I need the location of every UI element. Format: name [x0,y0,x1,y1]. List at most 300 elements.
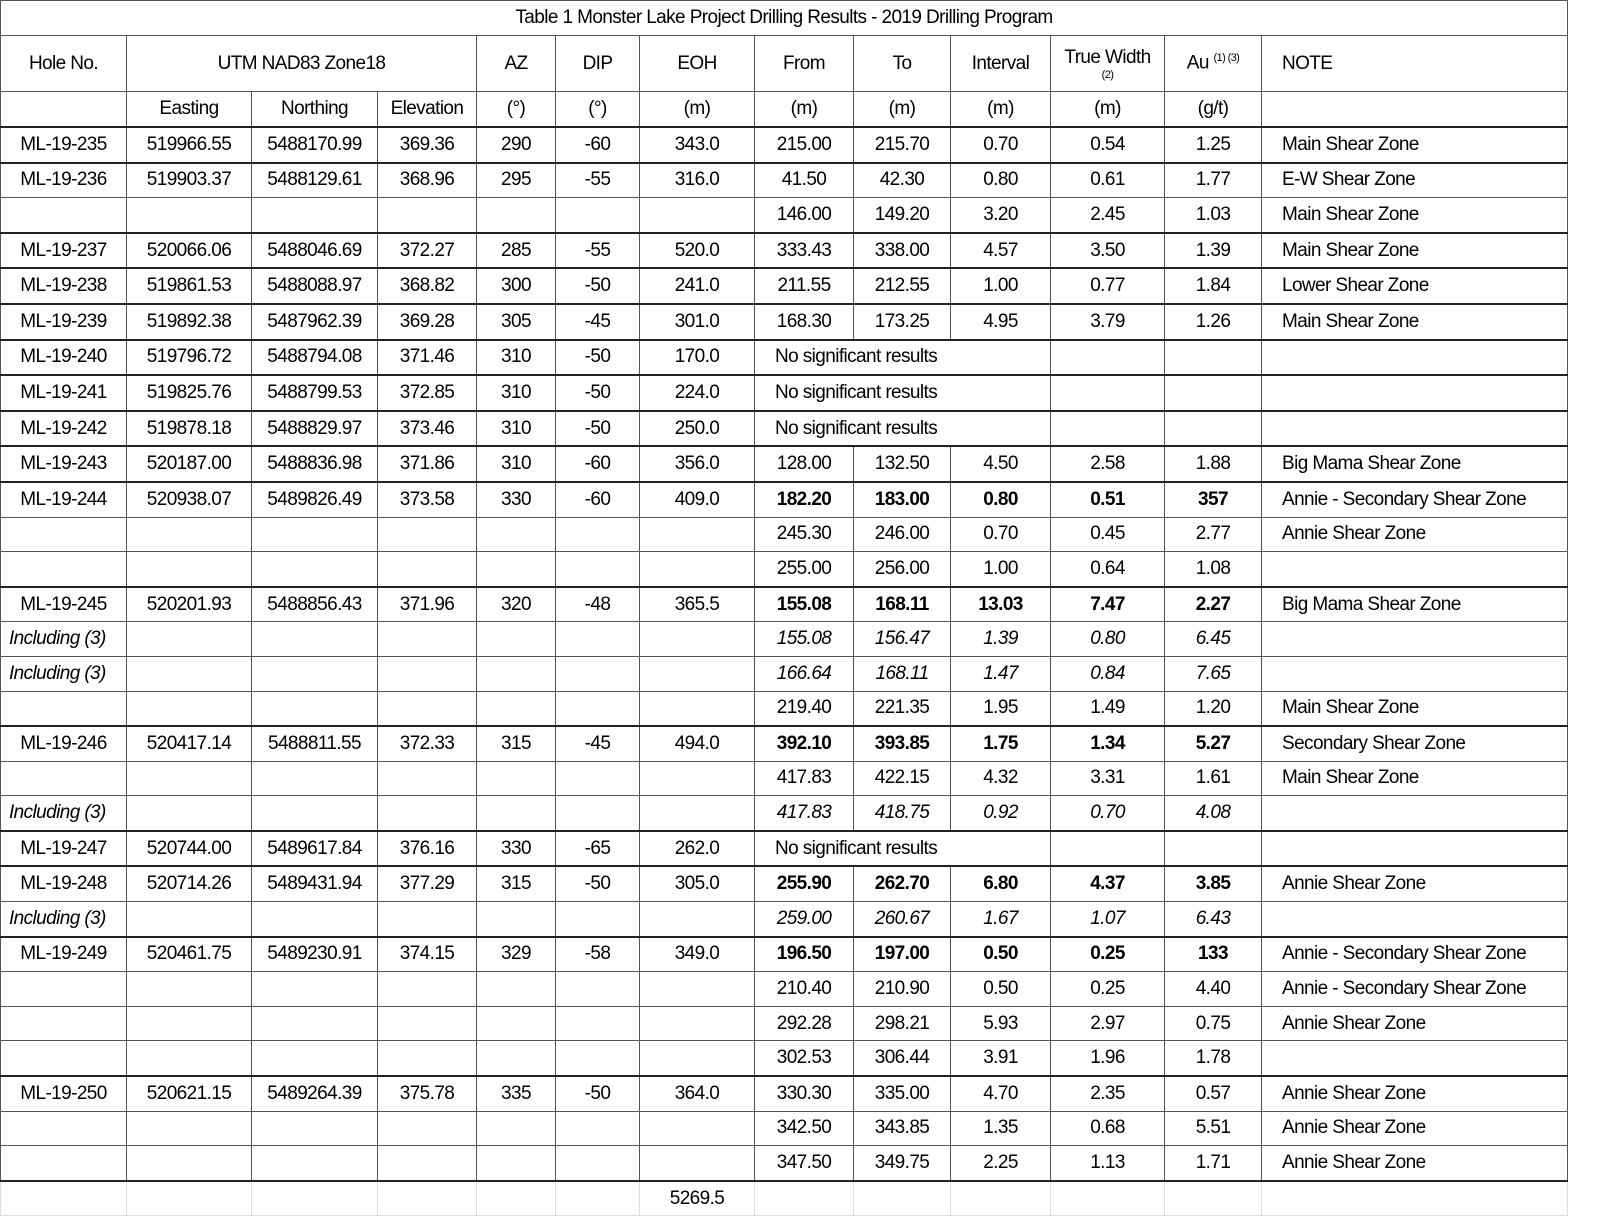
cell-true-width: 1.96 [1051,1041,1165,1076]
cell-eoh [640,972,755,1007]
cell-to: 215.70 [854,127,951,163]
total-row [1,1181,1568,1216]
cell-northing: 5488811.55 [252,726,378,761]
cell-to: 168.11 [854,587,951,622]
cell-az: 335 [477,1076,556,1111]
header-utm: UTM NAD83 Zone18 [127,36,477,92]
cell-interval: 1.00 [951,552,1051,587]
cell-true-width: 0.77 [1051,268,1165,304]
cell-interval: 4.32 [951,761,1051,796]
cell-to: 183.00 [854,482,951,517]
cell-northing [252,656,378,691]
cell-easting [127,1006,252,1041]
table-row [1,656,1568,691]
cell-to: 298.21 [854,1006,951,1041]
cell-elevation [378,656,477,691]
cell-from: 211.55 [755,268,854,304]
header-row [1,36,1568,92]
true-width-label: True Width [1064,46,1151,68]
cell-elevation [378,761,477,796]
cell-empty [556,1181,640,1216]
cell-true-width: 3.31 [1051,761,1165,796]
cell-elevation: 376.16 [378,831,477,867]
cell-from: 245.30 [755,517,854,552]
cell-note [1262,375,1568,411]
cell-empty [1165,1181,1262,1216]
cell-interval: 0.92 [951,796,1051,831]
cell-dip [556,691,640,726]
cell-from: 146.00 [755,198,854,233]
cell-elevation [378,622,477,657]
cell-az [477,622,556,657]
cell-northing [252,691,378,726]
cell-easting: 520744.00 [127,831,252,867]
cell-au: 2.27 [1165,587,1262,622]
cell-true-width: 0.70 [1051,796,1165,831]
cell-au: 1.26 [1165,304,1262,340]
cell-true-width: 2.35 [1051,1076,1165,1111]
cell-easting: 519878.18 [127,411,252,447]
header-to: To [854,36,951,92]
cell-elevation: 368.82 [378,268,477,304]
cell-eoh: 224.0 [640,375,755,411]
cell-easting: 519966.55 [127,127,252,163]
table-row [1,1111,1568,1146]
cell-note [1262,1041,1568,1076]
cell-au: 3.85 [1165,866,1262,901]
cell-az [477,902,556,937]
cell-northing: 5488046.69 [252,233,378,269]
cell-az: 305 [477,304,556,340]
cell-elevation [378,198,477,233]
cell-easting [127,1111,252,1146]
cell-au: 6.45 [1165,622,1262,657]
cell-easting: 519796.72 [127,340,252,376]
cell-to: 335.00 [854,1076,951,1111]
cell-hole: ML-19-243 [1,446,127,482]
cell-from: 210.40 [755,972,854,1007]
cell-northing [252,198,378,233]
table-row [1,482,1568,517]
cell-easting: 520621.15 [127,1076,252,1111]
cell-to: 197.00 [854,937,951,972]
cell-elevation: 375.78 [378,1076,477,1111]
cell-hole: ML-19-236 [1,163,127,198]
table-row [1,233,1568,269]
cell-from: No significant results [755,831,1051,867]
cell-elevation [378,1006,477,1041]
cell-northing [252,761,378,796]
cell-true-width: 1.07 [1051,902,1165,937]
cell-hole [1,1146,127,1181]
cell-az: 310 [477,375,556,411]
unit-cell: (g/t) [1165,92,1262,128]
table-row [1,198,1568,233]
cell-note: Annie Shear Zone [1262,1006,1568,1041]
cell-eoh [640,1111,755,1146]
cell-easting [127,552,252,587]
cell-elevation: 373.46 [378,411,477,447]
cell-easting [127,622,252,657]
table-row [1,902,1568,937]
table-row [1,726,1568,761]
cell-northing: 5488794.08 [252,340,378,376]
cell-hole: ML-19-242 [1,411,127,447]
cell-true-width: 2.58 [1051,446,1165,482]
cell-au: 7.65 [1165,656,1262,691]
header-note: NOTE [1262,36,1568,92]
au-label: Au [1186,52,1209,74]
cell-to: 393.85 [854,726,951,761]
cell-dip [556,622,640,657]
cell-az: 330 [477,831,556,867]
cell-dip [556,902,640,937]
cell-to: 262.70 [854,866,951,901]
cell-interval: 1.00 [951,268,1051,304]
cell-hole: Including (3) [1,902,127,937]
cell-note: Annie Shear Zone [1262,517,1568,552]
cell-interval: 4.50 [951,446,1051,482]
cell-northing: 5488088.97 [252,268,378,304]
cell-az [477,1006,556,1041]
cell-hole: ML-19-246 [1,726,127,761]
cell-from: No significant results [755,411,1051,447]
cell-to: 422.15 [854,761,951,796]
cell-eoh: 250.0 [640,411,755,447]
cell-au: 5.27 [1165,726,1262,761]
cell-easting [127,198,252,233]
cell-note: Annie Shear Zone [1262,1111,1568,1146]
cell-dip: -50 [556,411,640,447]
cell-hole: ML-19-249 [1,937,127,972]
cell-az [477,691,556,726]
cell-dip: -50 [556,268,640,304]
cell-au: 1.78 [1165,1041,1262,1076]
table-row [1,163,1568,198]
unit-cell: (m) [854,92,951,128]
cell-interval: 0.80 [951,482,1051,517]
cell-az: 315 [477,726,556,761]
cell-from: 166.64 [755,656,854,691]
cell-note: Annie - Secondary Shear Zone [1262,972,1568,1007]
cell-note: Main Shear Zone [1262,691,1568,726]
cell-northing [252,552,378,587]
cell-easting: 519892.38 [127,304,252,340]
cell-au [1165,831,1262,867]
cell-easting: 520938.07 [127,482,252,517]
cell-elevation: 371.46 [378,340,477,376]
cell-hole: ML-19-237 [1,233,127,269]
cell-hole [1,972,127,1007]
cell-note: Big Mama Shear Zone [1262,587,1568,622]
cell-eoh [640,1146,755,1181]
cell-northing: 5489617.84 [252,831,378,867]
table-row [1,304,1568,340]
cell-elevation: 372.85 [378,375,477,411]
table-row [1,340,1568,376]
cell-hole: ML-19-240 [1,340,127,376]
cell-to: 173.25 [854,304,951,340]
cell-northing: 5488170.99 [252,127,378,163]
cell-note: Main Shear Zone [1262,761,1568,796]
cell-true-width: 1.49 [1051,691,1165,726]
cell-au [1165,375,1262,411]
cell-au: 1.71 [1165,1146,1262,1181]
cell-az: 330 [477,482,556,517]
cell-note: Lower Shear Zone [1262,268,1568,304]
cell-interval: 0.70 [951,127,1051,163]
cell-note: Annie Shear Zone [1262,866,1568,901]
cell-au: 133 [1165,937,1262,972]
cell-au [1165,411,1262,447]
cell-interval: 1.67 [951,902,1051,937]
cell-easting [127,902,252,937]
cell-easting: 520066.06 [127,233,252,269]
header-interval: Interval [951,36,1051,92]
cell-note: Big Mama Shear Zone [1262,446,1568,482]
cell-true-width: 0.45 [1051,517,1165,552]
cell-dip: -50 [556,866,640,901]
cell-note [1262,656,1568,691]
cell-from: 302.53 [755,1041,854,1076]
cell-au: 1.84 [1165,268,1262,304]
cell-elevation [378,1111,477,1146]
total-eoh: 5269.5 [640,1181,755,1216]
cell-az [477,1041,556,1076]
cell-eoh: 316.0 [640,163,755,198]
true-width-footnote: (2) [1101,68,1114,81]
unit-cell [1262,92,1568,128]
cell-northing: 5488799.53 [252,375,378,411]
cell-hole: ML-19-245 [1,587,127,622]
cell-dip: -50 [556,375,640,411]
cell-elevation [378,552,477,587]
cell-northing: 5487962.39 [252,304,378,340]
cell-empty [252,1181,378,1216]
unit-cell: (°) [556,92,640,128]
cell-easting: 520461.75 [127,937,252,972]
cell-empty [1051,1181,1165,1216]
cell-note [1262,411,1568,447]
cell-from: 333.43 [755,233,854,269]
cell-hole: ML-19-239 [1,304,127,340]
cell-true-width: 7.47 [1051,587,1165,622]
cell-eoh: 349.0 [640,937,755,972]
cell-hole: ML-19-235 [1,127,127,163]
cell-az: 310 [477,340,556,376]
cell-au: 6.43 [1165,902,1262,937]
cell-hole: Including (3) [1,622,127,657]
cell-eoh: 364.0 [640,1076,755,1111]
cell-az [477,761,556,796]
cell-to: 221.35 [854,691,951,726]
cell-easting: 520187.00 [127,446,252,482]
cell-dip: -48 [556,587,640,622]
unit-cell: (m) [1051,92,1165,128]
cell-dip [556,552,640,587]
cell-from: 255.90 [755,866,854,901]
cell-elevation: 371.86 [378,446,477,482]
cell-au: 0.57 [1165,1076,1262,1111]
cell-eoh [640,1006,755,1041]
cell-au: 1.61 [1165,761,1262,796]
cell-dip [556,972,640,1007]
unit-cell: (m) [640,92,755,128]
cell-interval: 2.25 [951,1146,1051,1181]
cell-dip [556,796,640,831]
cell-interval: 0.50 [951,937,1051,972]
cell-au: 1.25 [1165,127,1262,163]
cell-from: 182.20 [755,482,854,517]
cell-elevation [378,902,477,937]
cell-eoh: 494.0 [640,726,755,761]
cell-easting [127,691,252,726]
cell-eoh [640,796,755,831]
cell-dip: -45 [556,726,640,761]
cell-true-width: 0.84 [1051,656,1165,691]
table-row [1,761,1568,796]
cell-eoh: 365.5 [640,587,755,622]
cell-true-width: 0.51 [1051,482,1165,517]
cell-note [1262,831,1568,867]
cell-elevation: 372.27 [378,233,477,269]
cell-easting [127,972,252,1007]
cell-northing [252,902,378,937]
cell-easting: 520417.14 [127,726,252,761]
cell-eoh: 262.0 [640,831,755,867]
cell-hole [1,552,127,587]
cell-from: 347.50 [755,1146,854,1181]
cell-northing [252,1111,378,1146]
cell-dip [556,517,640,552]
cell-dip: -50 [556,340,640,376]
cell-from: 155.08 [755,622,854,657]
cell-eoh [640,622,755,657]
cell-from: 417.83 [755,761,854,796]
cell-true-width: 0.25 [1051,972,1165,1007]
table-row [1,1146,1568,1181]
cell-dip [556,1146,640,1181]
cell-eoh [640,1041,755,1076]
cell-dip [556,761,640,796]
cell-to: 306.44 [854,1041,951,1076]
table-title: Table 1 Monster Lake Project Drilling Results - 2019 Drilling Program [1,1,1568,36]
cell-interval: 4.57 [951,233,1051,269]
cell-elevation [378,517,477,552]
cell-au: 2.77 [1165,517,1262,552]
cell-true-width [1051,831,1165,867]
cell-easting [127,1146,252,1181]
cell-empty [378,1181,477,1216]
cell-northing [252,622,378,657]
cell-interval: 6.80 [951,866,1051,901]
table-row [1,375,1568,411]
cell-az [477,552,556,587]
cell-to: 149.20 [854,198,951,233]
cell-to: 338.00 [854,233,951,269]
cell-au: 4.08 [1165,796,1262,831]
cell-eoh [640,552,755,587]
cell-from: 259.00 [755,902,854,937]
cell-from: 41.50 [755,163,854,198]
cell-au: 1.03 [1165,198,1262,233]
cell-az: 285 [477,233,556,269]
header-true-width [1051,36,1165,92]
cell-note [1262,902,1568,937]
table-row [1,411,1568,447]
cell-au: 0.75 [1165,1006,1262,1041]
cell-true-width: 1.34 [1051,726,1165,761]
cell-true-width: 1.13 [1051,1146,1165,1181]
cell-empty [1,1181,127,1216]
cell-az: 315 [477,866,556,901]
cell-eoh: 520.0 [640,233,755,269]
cell-hole [1,198,127,233]
cell-dip: -58 [556,937,640,972]
cell-az: 295 [477,163,556,198]
cell-northing [252,1146,378,1181]
cell-northing: 5489230.91 [252,937,378,972]
cell-hole [1,1111,127,1146]
cell-empty [127,1181,252,1216]
cell-northing: 5488829.97 [252,411,378,447]
cell-elevation [378,1146,477,1181]
cell-northing: 5489431.94 [252,866,378,901]
cell-northing: 5489264.39 [252,1076,378,1111]
cell-to: 246.00 [854,517,951,552]
cell-to: 212.55 [854,268,951,304]
cell-northing [252,1006,378,1041]
cell-az [477,656,556,691]
cell-northing: 5489826.49 [252,482,378,517]
cell-az [477,1146,556,1181]
cell-interval: 5.93 [951,1006,1051,1041]
cell-easting [127,656,252,691]
cell-northing: 5488856.43 [252,587,378,622]
cell-note [1262,552,1568,587]
unit-cell: Easting [127,92,252,128]
table-row [1,1006,1568,1041]
cell-au: 1.08 [1165,552,1262,587]
cell-dip [556,656,640,691]
cell-from: 196.50 [755,937,854,972]
cell-az: 320 [477,587,556,622]
cell-au [1165,340,1262,376]
cell-hole: Including (3) [1,656,127,691]
cell-dip: -60 [556,127,640,163]
table-row [1,552,1568,587]
cell-true-width: 0.61 [1051,163,1165,198]
header-dip: DIP [556,36,640,92]
cell-hole [1,691,127,726]
cell-elevation: 374.15 [378,937,477,972]
cell-true-width: 0.64 [1051,552,1165,587]
cell-hole [1,761,127,796]
cell-interval: 1.95 [951,691,1051,726]
cell-note: Secondary Shear Zone [1262,726,1568,761]
cell-easting [127,517,252,552]
cell-az [477,198,556,233]
cell-eoh [640,656,755,691]
cell-eoh: 409.0 [640,482,755,517]
cell-easting: 519861.53 [127,268,252,304]
cell-easting: 520714.26 [127,866,252,901]
cell-interval: 1.75 [951,726,1051,761]
cell-note: Main Shear Zone [1262,304,1568,340]
cell-elevation: 373.58 [378,482,477,517]
cell-hole: ML-19-244 [1,482,127,517]
cell-eoh [640,198,755,233]
